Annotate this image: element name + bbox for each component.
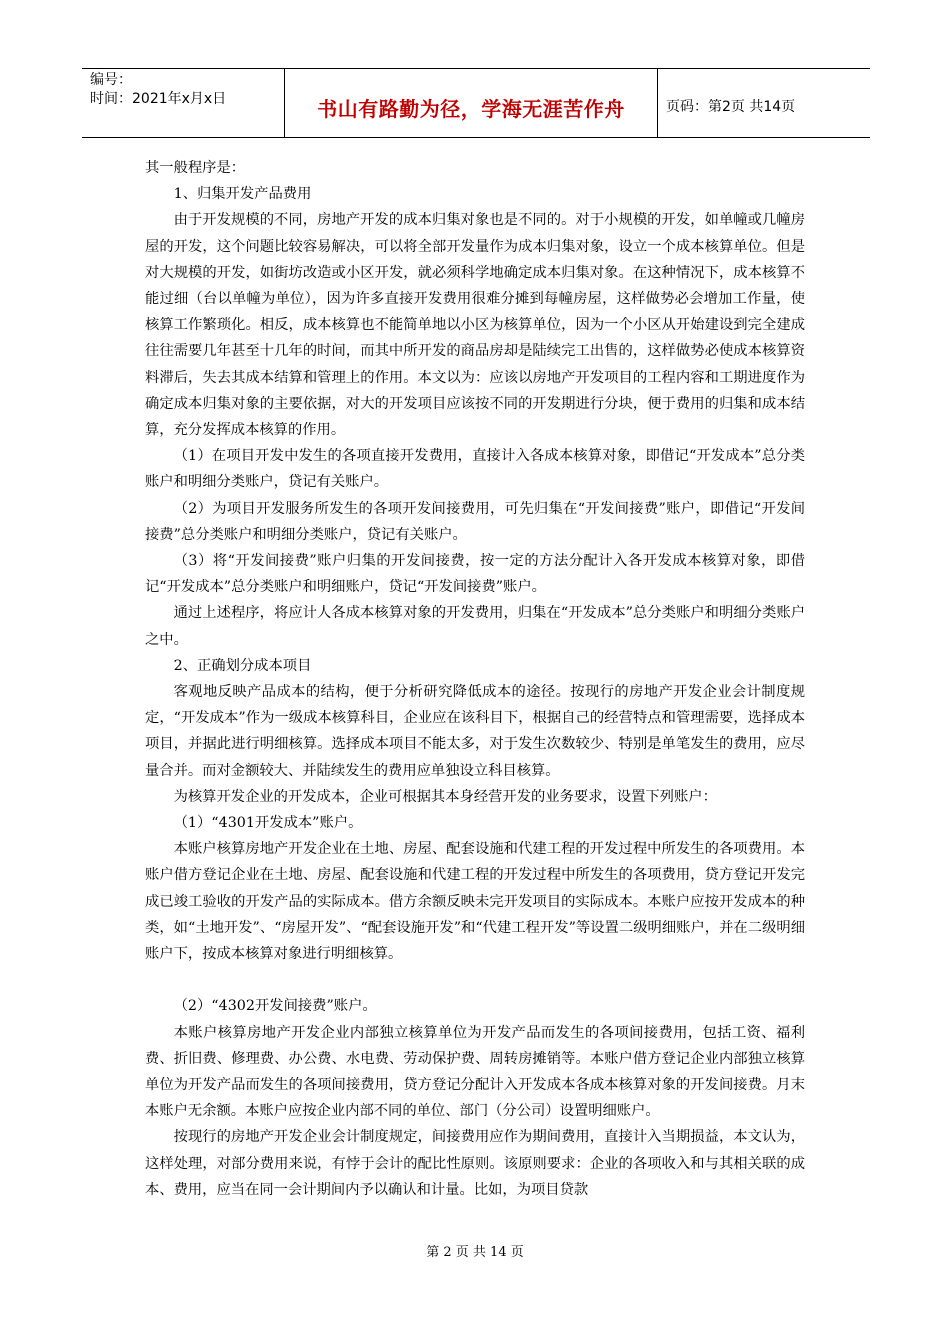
paragraph: 1、归集开发产品费用 (173, 186, 312, 203)
paragraph: （2）“4302开发间接费”账户。 (173, 998, 377, 1015)
body-text (145, 155, 805, 1203)
paragraph: 本账户核算房地产开发企业在土地、房屋、配套设施和代建工程的开发过程中所发生的各项费用。本账户借方登记企业在土地、房屋、配套设施和代建工程的开发过程中所发生的各项费用，贷方登记开发完成已竣工验收的开发产品的实际成本。借方余额反映未完开发项目的实际成本。本账户应按开发成本的种类，如“土地开发”、“房屋开发”、“配套设施开发”和“代建工程开发”等设置二级明细账户，并在二级明细账户下，按成本核算对象进行明细核算。 (145, 841, 805, 963)
code-label: 编号： (90, 72, 132, 88)
paragraph: （1）在项目开发中发生的各项直接开发费用，直接计入各成本核算对象，即借记“开发成本”总分类账户和明细分类账户，贷记有关账户。 (145, 448, 805, 491)
paragraph: 客观地反映产品成本的结构，便于分析研究降低成本的途径。按现行的房地产开发企业会计制度规定，“开发成本”作为一级成本核算科目，企业应在该科目下，根据自己的经营特点和管理需要，选择成本项目，并据此进行明细核算。选择成本项目不能太多，对于发生次数较少、特别是单笔发生的费用，应尽量合并。而对金额较大、并陆续发生的费用应单独设立科目核算。 (145, 684, 805, 779)
paragraph: 通过上述程序，将应计人各成本核算对象的开发费用，归集在“开发成本”总分类账户和明细分类账户之中。 (145, 605, 805, 648)
paragraph: （3）将“开发间接费”账户归集的开发间接费，按一定的方法分配计入各开发成本核算对象，即借记“开发成本”总分类账户和明细账户，贷记“开发间接费”账户。 (145, 553, 805, 596)
header-meta (82, 69, 285, 137)
paragraph: （2）为项目开发服务所发生的各项开发间接费用，可先归集在“开发间接费”账户，即借记“开发间接费”总分类账户和明细分类账户，贷记有关账户。 (145, 500, 805, 543)
paragraph: （1）“4301开发成本”账户。 (173, 815, 363, 832)
page-footer: 第 2 页 共 14 页 (426, 1245, 524, 1260)
date-label: 时间：2021年x月x日 (90, 91, 227, 107)
paragraph: 为核算开发企业的开发成本，企业可根据其本身经营开发的业务要求，设置下列账户： (173, 788, 717, 805)
page-header (82, 68, 870, 138)
paragraph: 其一般程序是： (145, 160, 246, 176)
paragraph: 本账户核算房地产开发企业内部独立核算单位为开发产品而发生的各项间接费用，包括工资、福利费、折旧费、修理费、办公费、水电费、劳动保护费、周转房摊销等。本账户借方登记企业内部独立核算单位为开发产品而发生的各项间接费用，贷方登记分配计入开发成本各成本核算对象的开发间接费。月末本账户无余额。本账户应按企业内部不同的单位、部门（分公司）设置明细账户。 (145, 1024, 805, 1120)
paragraph: 按现行的房地产开发企业会计制度规定，间接费用应作为期间费用，直接计入当期损益，本文认为，这样处理，对部分费用来说，有悖于会计的配比性原则。该原则要求：企业的各项收入和与其相关联的成本、费用，应当在同一会计期间内予以确认和计量。比如，为项目贷款 (145, 1129, 805, 1198)
paragraph: 2、正确划分成本项目 (173, 657, 312, 674)
paragraph: 由于开发规模的不同，房地产开发的成本归集对象也是不同的。对于小规模的开发，如单幢或几幢房屋的开发，这个问题比较容易解决，可以将全部开发量作为成本归集对象，设立一个成本核算单位。但是对大规模的开发，如街坊改造或小区开发，就必须科学地确定成本归集对象。在这种情况下，成本核算不能过细（台以单幢为单位），因为许多直接开发费用很难分摊到每幢房屋，这样做势必会增加工作量，使核算工作繁琐化。相反，成本核算也不能简单地以小区为核算单位，因为一个小区从开始建设到完全建成往往需要几年甚至十几年的时间，而其中所开发的商品房却是陆续完工出售的，这样做势必使成本核算资料滞后，失去其成本结算和管理上的作用。本文以为：应该以房地产开发项目的工程内容和工期进度作为确定成本归集对象的主要依据，对大的开发项目应该按不同的开发期进行分块，便于费用的归集和成本结算，充分发挥成本核算的作用。 (145, 212, 805, 439)
header-page-number: 页码：第2页 共14页 (666, 99, 796, 115)
paragraph-gap (145, 967, 805, 993)
header-motto: 书山有路勤为径，学海无涯苦作舟 (285, 69, 658, 137)
